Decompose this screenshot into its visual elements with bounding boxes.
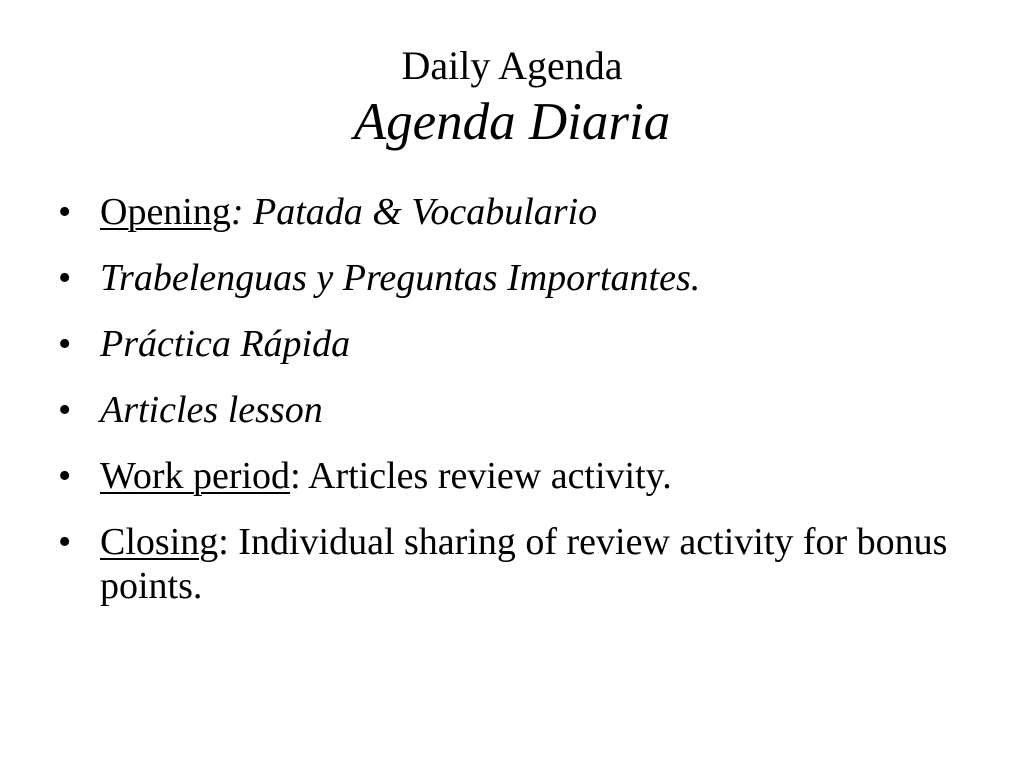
bullet-icon: • [58,521,72,563]
agenda-item-text: : Patada & Vocabulario [230,191,598,233]
agenda-item-work-period [58,454,958,498]
title-english: Daily Agenda [401,43,623,88]
agenda-item-articles-lesson [58,388,958,432]
slide-title [0,40,1024,152]
bullet-icon: • [58,455,72,497]
agenda-item-trabalenguas [58,256,958,300]
agenda-item-text: : Individual sharing of review activity for bonus points. [100,521,948,607]
bullet-icon: • [58,191,72,233]
agenda-item-text: Articles lesson [100,389,323,431]
bullet-icon: • [58,389,72,431]
agenda-item-practica [58,322,958,366]
bullet-icon: • [58,257,72,299]
agenda-item-opening [58,190,958,234]
agenda-item-text: : Articles review activity. [290,455,672,497]
agenda-item-text: Trabelenguas y Preguntas Importantes. [100,257,701,299]
bullet-icon: • [58,323,72,365]
agenda-item-closing [58,520,958,608]
agenda-item-lead: Opening [100,191,231,233]
agenda-item-text: Práctica Rápida [100,323,351,365]
agenda-item-lead: Work period [100,455,291,497]
title-spanish: Agenda Diaria [353,93,671,151]
agenda-list [58,190,958,630]
agenda-item-lead: Closing [100,521,219,563]
